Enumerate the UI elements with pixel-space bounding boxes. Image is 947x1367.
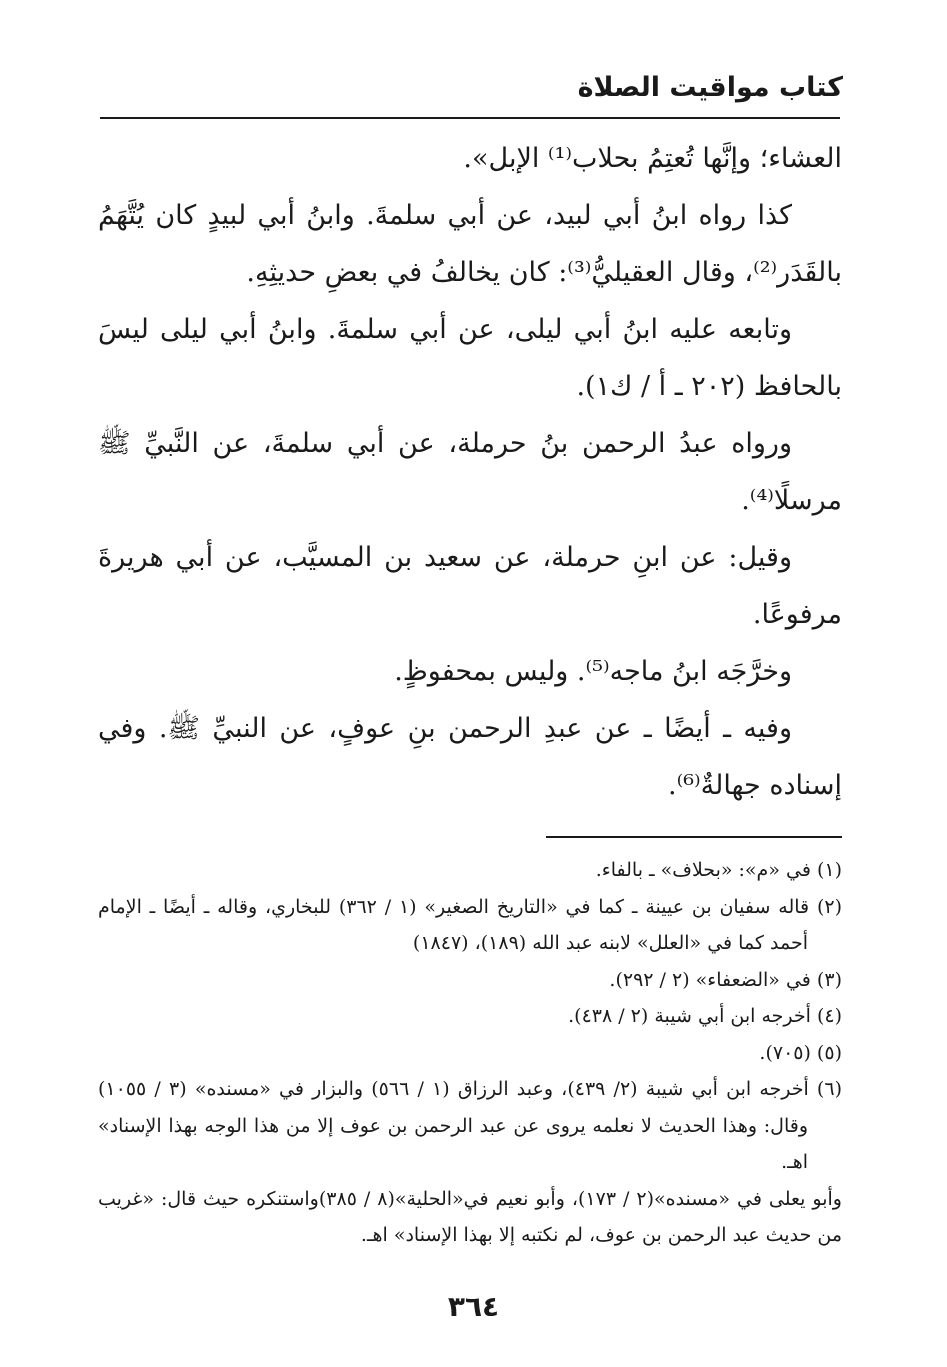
- main-text: [98, 130, 842, 814]
- footnote-rule: [546, 836, 842, 838]
- footnote-5: (٥) (٧٠٥).: [759, 1041, 842, 1064]
- footnote-6: (٦) أخرجه ابن أبي شيبة (٢/ ٤٣٩)، وعبد الرزاق (١ / ٥٦٦) والبزار في «مسنده» (٣ / ١٠٥٥) وقال: وهذا الحديث لا نعلمه يروى عن عبد الرحمن بن عوف إلا من هذا الوجه بهذا الإسناد» اهـ.: [98, 1078, 842, 1173]
- paragraph-4: ورواه عبدُ الرحمن بنُ حرملة، عن أبي سلمةَ، عن النَّبيِّ ﷺ مرسلًا⁽⁴⁾.: [98, 428, 842, 516]
- paragraph-5: وقيل: عن ابنِ حرملة، عن سعيد بن المسيَّب، عن أبي هريرةَ مرفوعًا.: [98, 542, 842, 630]
- footnote-4: (٤) أخرجه ابن أبي شيبة (٢ / ٤٣٨).: [568, 1005, 842, 1027]
- footnote-3: (٣) في «الضعفاء» (٢ / ٢٩٢).: [609, 968, 842, 991]
- paragraph-1: العشاء؛ وإنَّها تُعتِمُ بحلاب⁽¹⁾ الإبل».: [463, 143, 842, 174]
- paragraph-7: وفيه ـ أيضًا ـ عن عبدِ الرحمن بنِ عوفٍ، عن النبيِّ ﷺ. وفي إسناده جهالةٌ⁽⁶⁾.: [98, 713, 842, 801]
- footnotes: [98, 852, 842, 1254]
- page-number: ٣٦٤: [447, 1290, 500, 1323]
- paragraph-6: وخرَّجَه ابنُ ماجه⁽⁵⁾. وليس بمحفوظٍ.: [394, 656, 792, 687]
- paragraph-2: كذا رواه ابنُ أبي لبيد، عن أبي سلمةَ. وابنُ أبي لبيدٍ كان يُتَّهَمُ بالقَدَر⁽²⁾، وقال العقيليُّ⁽³⁾: كان يخالفُ في بعضِ حديثِهِ.: [98, 200, 842, 288]
- footnote-1: (١) في «م»: «بحلاف» ـ بالفاء.: [595, 859, 842, 881]
- paragraph-3: وتابعه عليه ابنُ أبي ليلى، عن أبي سلمةَ. وابنُ أبي ليلى ليسَ بالحافظ (٢٠٢ ـ أ / ك١).: [98, 314, 842, 402]
- running-title: كتاب مواقيت الصلاة: [577, 72, 843, 103]
- header-rule: [100, 117, 840, 119]
- footnote-2: (٢) قاله سفيان بن عيينة ـ كما في «التاريخ الصغير» (١ / ٣٦٢) للبخاري، وقاله ـ أيضًا ـ الإمام أحمد كما في «العلل» لابنه عبد الله (١٨٩)، (١٨٤٧): [98, 895, 843, 954]
- footnote-6-continuation: وأبو يعلى في «مسنده»(٢ / ١٧٣)، وأبو نعيم في«الحلية»(٨ / ٣٨٥)واستنكره حيث قال: «غريب من حديث عبد الرحمن بن عوف، لم نكتبه إلا بهذا الإسناد» اهـ.: [98, 1187, 842, 1246]
